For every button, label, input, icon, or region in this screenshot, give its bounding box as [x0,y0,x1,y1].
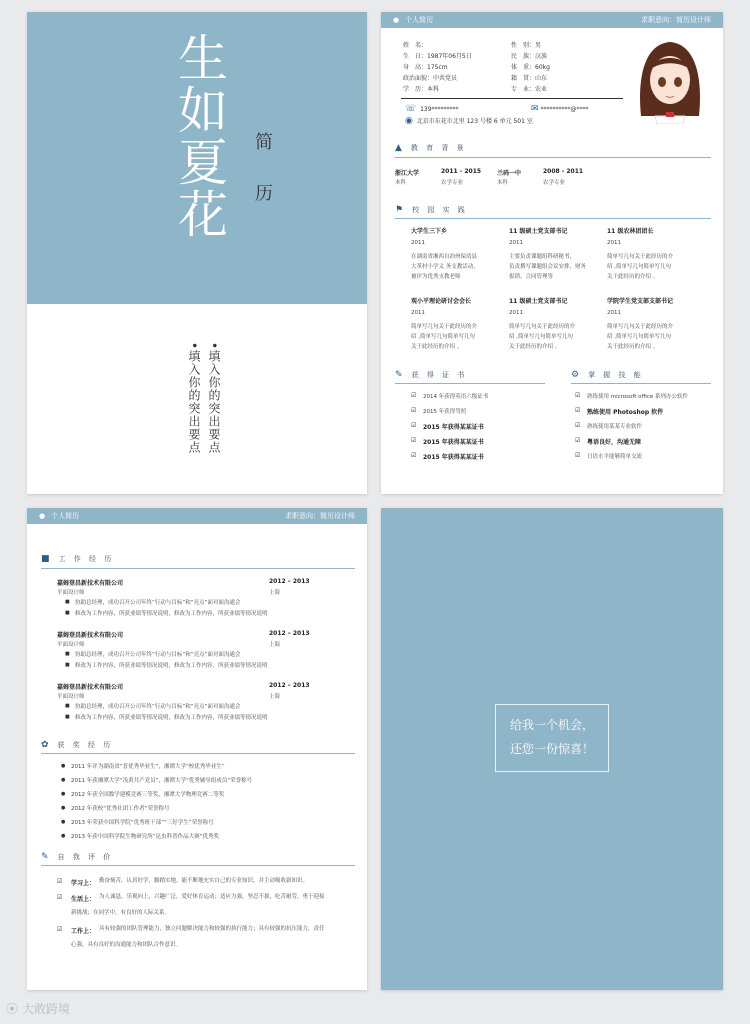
bullet-icon: ● [61,791,66,797]
bullet-icon: ● [61,805,66,811]
resume-page-1 [381,12,723,494]
cover-title-char: 如 [170,84,228,136]
edu-school: 浙江大学 [395,170,420,177]
briefcase-icon: ■ [41,554,53,564]
campus-item-title: 11 级硕士党支部书记 [509,228,568,235]
info-politics: 政治面貌：中共党员 [403,75,458,82]
education-title: ▲ 教 育 背 景 [395,143,467,153]
graduation-icon: ▲ [395,143,405,153]
skills-title: ⚙ 掌 握 技 能 [571,370,644,380]
checkbox-icon: ☑ [411,407,417,414]
medal-icon: ✿ [41,740,52,750]
campus-item-year: 2011 [607,310,621,316]
header-right-2: 求职意向：简历设计师 [285,512,355,520]
edu-period: 2011 - 2015 [441,168,482,175]
award-item: 2013 年获中国科学院生物研究所“昆虫科普作品大赛”优秀奖 [71,834,219,840]
award-item: 2011 年评为湖南省“普优秀毕业生”，湘潭大学“校优秀毕业生” [71,764,225,770]
header-left: 个人简历 [405,16,434,24]
campus-item-desc: 绍 ,简单写几句简单写几句 [607,334,671,340]
cover-point-right: •填入你的突出要点 [207,342,221,455]
campus-item-desc: 关于此经历的介绍 。 [607,344,659,350]
logo-icon: ⦿ [6,1002,19,1016]
campus-item-desc: 绍 ,简单写几句简单写几句 [607,264,671,270]
campus-item-year: 2011 [509,240,523,246]
campus-item-desc: 简单写几句关于此经历的介 [509,324,576,330]
campus-title: ⚑ 校 园 实 践 [395,205,468,215]
flag-icon: ⚑ [395,205,407,215]
avatar [633,36,707,124]
work-role: 平面设计师 [57,694,85,700]
checkbox-icon: ☑ [57,926,63,933]
work-city: 上海 [269,642,281,648]
self-label: 生活上： [71,896,96,903]
checkbox-icon: ☑ [57,894,63,901]
cover-title-char: 花 [170,188,228,240]
self-line [41,865,355,866]
work-bullet: 修改为工作内容，所获业绩等情况说明，修改为工作内容，所获业绩等情况说明 [75,715,268,721]
work-period: 2012 – 2013 [269,578,310,585]
campus-item-title: 学院学生党支部支部书记 [607,298,674,305]
work-title: ■ 工 作 经 历 [41,554,115,564]
campus-item-year: 2011 [411,240,425,246]
bullet-icon: ■ [65,599,70,605]
education-line [395,157,711,158]
campus-item-title: 大学生三下乡 [411,228,448,235]
header-bar [381,12,723,28]
campus-item-desc: 大革村小学义 务支教活动， [411,264,479,270]
checkbox-icon: ☑ [575,407,581,414]
campus-item-desc: 简单写几句关于此经历的介 [607,254,674,260]
edu-school: 兰码一中 [497,170,522,177]
back-page [381,508,723,990]
cert-item: 2015 年获得某某证书 [423,439,484,446]
work-company: 嘉姆登昌新技术有限公司 [57,632,124,639]
work-city: 上海 [269,590,281,596]
location-icon: ◉ [405,116,413,126]
skills-line [571,383,711,384]
campus-item-year: 2011 [411,310,425,316]
work-bullet: 修改为工作内容，所获业绩等情况说明，修改为工作内容，所获业绩等情况说明 [75,663,268,669]
self-text: 具有较强的团队管理能力，独立问题解决能力和较强的执行能力；具有较强的抗压能力，责任 [99,926,325,932]
phone-icon: ☏ [405,104,417,114]
certs-line [395,383,545,384]
mail-icon: ✉ [531,104,539,114]
awards-title: ✿ 获 奖 经 历 [41,740,114,750]
award-item: 2013 年荣获中国科学院“优秀班干部”“三好学生”荣誉称号 [71,820,214,826]
self-label: 工作上： [71,928,96,935]
person-icon: ● [393,16,400,24]
bullet-icon: ■ [65,703,70,709]
certs-title: ✎ 获 得 证 书 [395,370,468,380]
bullet-icon: ■ [65,714,70,720]
info-phone: ☏ 139********* [405,104,459,114]
campus-item-desc: 报销、合同管理等 [509,274,554,280]
work-city: 上海 [269,694,281,700]
bullet-icon: ■ [65,610,70,616]
cover-title-char: 夏 [170,136,228,188]
work-period: 2012 – 2013 [269,682,310,689]
skill-item: 熟练使用某某专业软件 [587,424,643,430]
info-edu: 学 历：本科 [403,86,440,93]
checkbox-icon: ☑ [411,452,417,459]
info-height: 身 高：175cm [403,64,448,71]
bullet-icon: ● [61,819,66,825]
header-right: 求职意向：简历设计师 [641,16,711,24]
self-text: 勤奋刻苦，认真好学，脚踏实地，能不断地充实自己的专业知识，并主动吸收新知识。 [99,878,309,884]
checkbox-icon: ☑ [575,437,581,444]
skill-item: 日语水平能够简单交流 [587,454,643,460]
info-email: ✉ **********@**** [531,104,589,114]
edu-period: 2008 - 2011 [543,168,584,175]
bullet-icon: ■ [65,662,70,668]
campus-item-desc: 绍 ,简单写几句简单写几句 [411,334,475,340]
checkbox-icon: ☑ [411,437,417,444]
checkbox-icon: ☑ [575,422,581,429]
award-item: 2011 年获湘潭大学“浅黄共产党员”，湘潭大学“优秀辅导组成员”荣誉称号 [71,778,253,784]
campus-item-desc: 负责撰写课题组会议安排、财务 [509,264,587,270]
skill-item: 粤语良好，沟通无障 [587,439,642,446]
edu-degree: 本科 [497,180,509,186]
info-weight: 体 重：60kg [511,64,550,71]
message-line-2: 还您一份惊喜！ [509,742,594,756]
work-period: 2012 – 2013 [269,630,310,637]
skill-item: 熟练使用 Photoshop 软件 [587,409,664,416]
checkbox-icon: ☑ [575,452,581,459]
campus-item-desc: 简单写几句关于此经历的介 [607,324,674,330]
cover-title-char: 生 [170,32,228,84]
campus-item-desc: 主要负责课题组科研秘书， [509,254,576,260]
edit-icon: ✎ [41,852,52,862]
message-box [495,704,609,772]
header-bar-2 [27,508,367,524]
bullet-icon: ● [61,763,66,769]
work-company: 嘉姆登昌新技术有限公司 [57,580,124,587]
divider [401,98,623,99]
campus-item-title: 观小平理论研讨会会长 [411,298,472,305]
campus-item-desc: 关于此经历的介绍 。 [411,344,463,350]
bullet-icon: ■ [65,651,70,657]
checkbox-icon: ☑ [57,878,63,885]
skill-item: 熟练使用 microsoft office 系列办公软件 [587,394,688,400]
cert-item: 2015 年获得驾照 [423,409,467,415]
campus-item-year: 2011 [509,310,523,316]
cert-item: 2014 年获得英语六级证书 [423,394,489,400]
work-bullet: 协助总经理，成功召开公司年终“行动与目标”和“亮点”面对面沟通会 [75,652,241,658]
cover-page [27,12,367,494]
campus-item-title: 11 级农林团团长 [607,228,654,235]
header-left-2: 个人简历 [51,512,80,520]
work-role: 平面设计师 [57,590,85,596]
cover-title [170,32,228,240]
campus-item-desc: 绍 ,简单写几句简单写几句 [509,334,573,340]
cover-point-left: •填入你的突出要点 [187,342,201,455]
person-icon: ● [39,512,46,520]
work-company: 嘉姆登昌新技术有限公司 [57,684,124,691]
info-birth: 生 日：1987年06月5日 [403,53,472,60]
campus-item-title: 11 级硕士党支部书记 [509,298,568,305]
info-name: 姓 名： [403,42,428,49]
checkbox-icon: ☑ [575,392,581,399]
gear-icon: ⚙ [571,370,583,380]
self-title: ✎ 自 我 评 价 [41,852,114,862]
award-item: 2012 年获校“优秀社团工作者”荣誉称号 [71,806,170,812]
watermark: ⦿ 大敢跨境 [6,1002,71,1016]
campus-item-year: 2011 [607,240,621,246]
edu-major: 农学专业 [543,180,566,186]
work-line [41,568,355,569]
cert-item: 2015 年获得某某证书 [423,424,484,431]
campus-item-desc: 简单写几句关于此经历的介 [411,324,478,330]
award-item: 2012 年获全国数学建模竞赛三等奖，湘潭大学物理竞赛二等奖 [71,792,225,798]
campus-item-desc: 关于此经历的介绍 。 [509,344,561,350]
info-major: 专 业：农业 [511,86,548,93]
cert-item: 2015 年获得某某证书 [423,454,484,461]
edu-degree: 本科 [395,180,407,186]
campus-item-desc: 关于此经历的介绍 。 [607,274,659,280]
awards-line [41,753,355,754]
info-nation: 民 族：汉族 [511,53,548,60]
campus-item-desc: 在湖南省湘西自治州保靖县 [411,254,478,260]
resume-page-2 [27,508,367,990]
campus-item-desc: 被评为优秀支教老师 [411,274,461,280]
cover-subtitle: 简 历 [252,132,273,216]
campus-line [395,218,711,219]
self-text: 心强，具有良好的沟通能力和团队合作意识。 [71,942,182,948]
pen-icon: ✎ [395,370,406,380]
work-bullet: 修改为工作内容，所获业绩等情况说明，修改为工作内容，所获业绩等情况说明 [75,611,268,617]
info-gender: 性 别：男 [511,42,542,49]
work-role: 平面设计师 [57,642,85,648]
self-label: 学习上： [71,880,96,887]
self-text: 为人诚恳，乐观向上，兴趣广泛，爱好体育运动；适应力强，坚忍不拔，吃苦耐劳，勇于迎接 [99,894,325,900]
self-text: 新挑战；在同学中，有良好的人际关系。 [71,910,171,916]
info-origin: 籍 贯：山东 [511,75,548,82]
work-bullet: 协助总经理，成功召开公司年终“行动与目标”和“亮点”面对面沟通会 [75,704,241,710]
info-address: ◉ 北京市东花市北里 123 号楼 6 单元 501 室 [405,116,533,126]
checkbox-icon: ☑ [411,392,417,399]
bullet-icon: ● [61,833,66,839]
work-bullet: 协助总经理，成功召开公司年终“行动与目标”和“亮点”面对面沟通会 [75,600,241,606]
bullet-icon: ● [61,777,66,783]
checkbox-icon: ☑ [411,422,417,429]
edu-major: 农学专业 [441,180,464,186]
message-line-1: 给我一个机会， [509,718,594,732]
